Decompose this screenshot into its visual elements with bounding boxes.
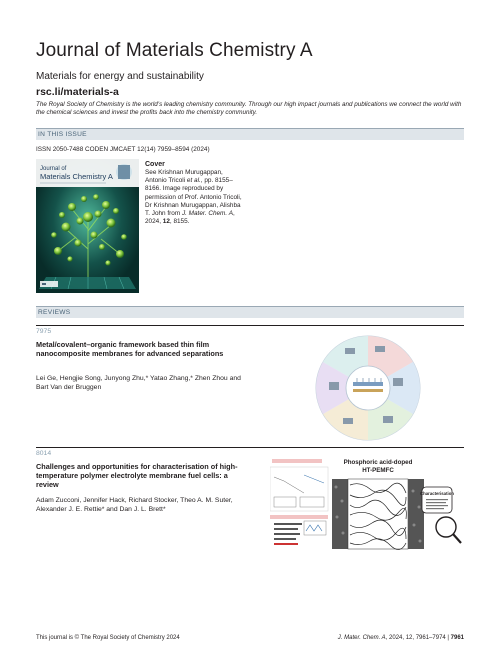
graphic-title-line2: HT-PEMFC (362, 467, 394, 474)
article-graphic-ht-pemfc (270, 457, 464, 555)
in-this-issue-bar (36, 128, 464, 140)
cover-description (145, 169, 245, 226)
article-divider (36, 325, 464, 326)
footer-citation (338, 635, 464, 641)
cover-label: Cover (145, 161, 165, 168)
mof-membrane-wheel (313, 334, 423, 442)
article-graphic-mof-membrane (313, 334, 423, 442)
in-this-issue-header: IN THIS ISSUE (38, 130, 87, 138)
rsc-intro-text: The Royal Society of Chemistry is the world’s leading chemistry community. Through our high impact journals and publications we connect the world with the chemical sciences and invest the profits back into the chemistry community. (36, 101, 462, 117)
cover-text-2: , pp. 8155–8166. Image reproduced by permission of Prof. Antonio Tricoli, Dr Krishnan Murugappan, Alishba T. John from (145, 177, 242, 218)
footer-citation-rest: , 2024, 12, 7961–7974 | (385, 635, 451, 641)
cover-text-3: , 2024, (145, 210, 235, 226)
article-page-number[interactable]: 7975 (36, 328, 52, 335)
reviews-bar (36, 306, 464, 318)
article-divider (36, 447, 464, 448)
cover-text-journal: J. Mater. Chem. A (181, 210, 233, 218)
cover-image[interactable] (36, 159, 139, 293)
article-authors: Lei Ge, Hengjie Song, Junyong Zhu,* Yatao Zhang,* Zhen Zhou and Bart Van der Bruggen (36, 375, 241, 391)
cover-text-1: See Krishnan Murugappan, Antonio Tricoli (145, 169, 223, 185)
cover-artwork (36, 159, 139, 293)
article-authors: Adam Zucconi, Jennifer Hack, Richard Stocker, Theo A. M. Suter, Alexander J. E. Rettie* and Dan J. L. Brett* (36, 497, 233, 513)
ht-pemfc-schematic (270, 457, 464, 555)
footer-journal: J. Mater. Chem. A (337, 635, 386, 641)
graphic-box-label: Characterisation (420, 491, 454, 496)
cover-text-volume: 12 (162, 218, 170, 226)
article-page-number[interactable]: 8014 (36, 450, 52, 457)
cover-text-etal: et al. (186, 177, 201, 185)
footer-copyright: This journal is © The Royal Society of Chemistry 2024 (36, 635, 180, 641)
issn-line: ISSN 2050-7488 CODEN JMCAET 12(14) 7959–8594 (2024) (36, 146, 210, 153)
journal-title: Journal of Materials Chemistry A (36, 40, 313, 61)
journal-url-link[interactable]: rsc.li/materials-a (36, 86, 119, 98)
graphic-title-line1: Phosphoric acid-doped (343, 459, 413, 466)
article-title[interactable]: Metal/covalent–organic framework based thin film nanocomposite membranes for advanced separations (36, 340, 224, 359)
cover-title-line1: Journal of (40, 166, 67, 172)
journal-tagline: Materials for energy and sustainability (36, 71, 204, 82)
reviews-header: REVIEWS (38, 308, 71, 316)
footer-page-number: 7961 (450, 635, 464, 641)
cover-text-4: , 8155. (169, 218, 190, 226)
cover-title-line2: Materials Chemistry A (40, 172, 113, 181)
article-title[interactable]: Challenges and opportunities for characterisation of high-temperature polymer electrolyte membrane fuel cells: a review (36, 462, 238, 490)
